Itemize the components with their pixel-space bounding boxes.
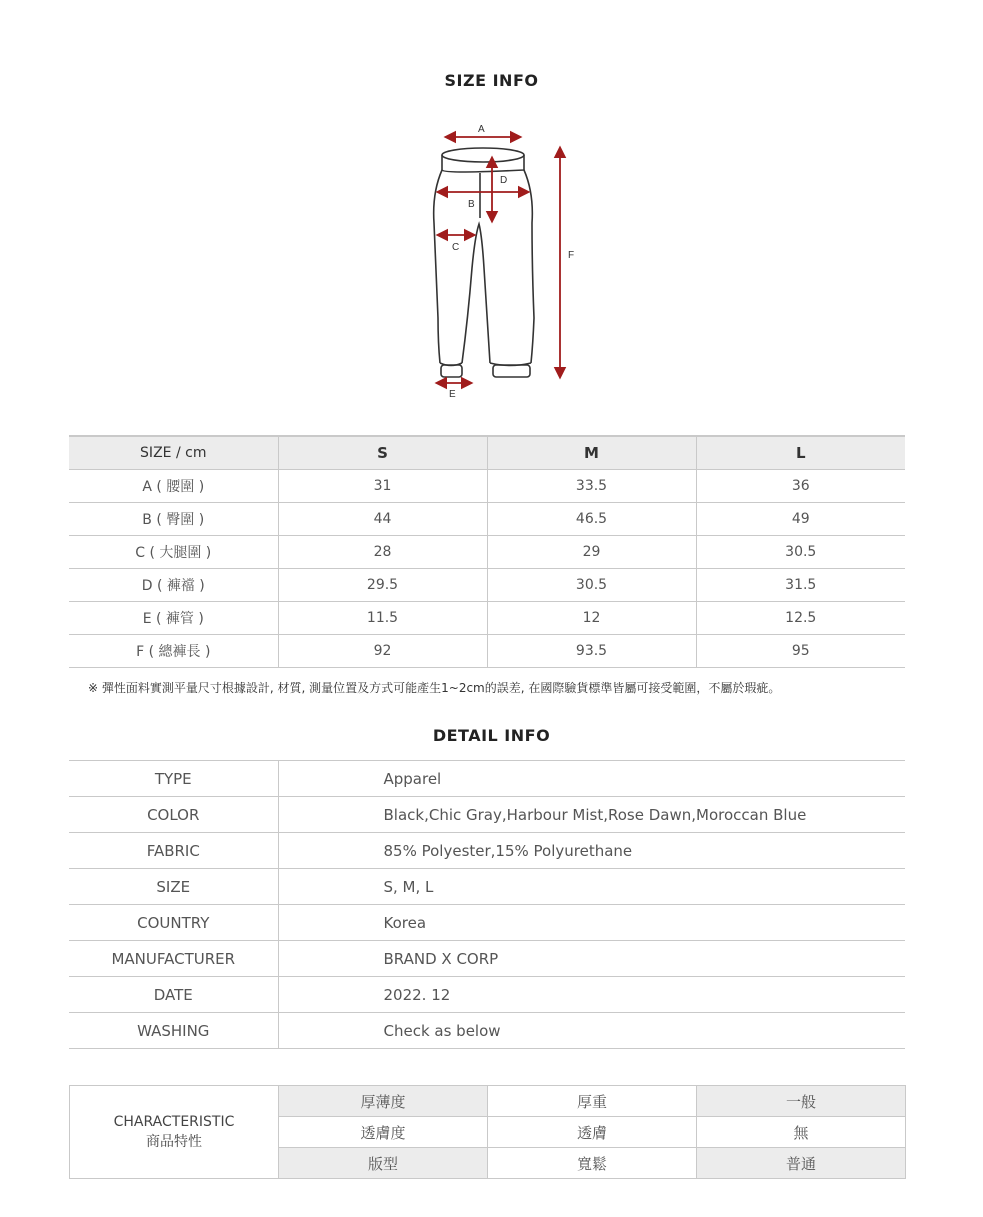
table-row (69, 569, 905, 602)
characteristic-label-zh: 商品特性 (146, 1134, 202, 1150)
table-cell: 12 (487, 602, 696, 635)
detail-value: 85% Polyester,15% Polyurethane (278, 833, 905, 869)
header-cell: S (278, 436, 487, 470)
characteristic-table (69, 1085, 906, 1179)
label-c: C (452, 242, 460, 253)
label-d: D (500, 175, 508, 186)
header-cell: M (487, 436, 696, 470)
table-cell: 無 (697, 1117, 906, 1148)
size-table (69, 435, 905, 668)
table-cell: A ( 腰圍 ) (69, 470, 278, 503)
size-table-header (69, 436, 905, 470)
table-cell: E ( 褲管 ) (69, 602, 278, 635)
detail-value: Apparel (278, 761, 905, 797)
table-row (69, 602, 905, 635)
table-cell: 49 (696, 503, 905, 536)
header-cell: L (696, 436, 905, 470)
table-cell: 12.5 (696, 602, 905, 635)
label-f: F (568, 250, 575, 261)
table-cell: 普通 (697, 1148, 906, 1179)
label-b: B (468, 199, 475, 210)
detail-key: COUNTRY (69, 905, 278, 941)
table-cell: 一般 (697, 1086, 906, 1117)
header-cell: SIZE / cm (69, 436, 278, 470)
table-row (69, 977, 905, 1013)
size-info-title: SIZE INFO (444, 71, 539, 90)
table-row (69, 1013, 905, 1049)
table-cell: 46.5 (487, 503, 696, 536)
table-cell: 33.5 (487, 470, 696, 503)
detail-value: BRAND X CORP (278, 941, 905, 977)
table-cell: 版型 (279, 1148, 488, 1179)
table-row (69, 941, 905, 977)
detail-key: COLOR (69, 797, 278, 833)
detail-value: Black,Chic Gray,Harbour Mist,Rose Dawn,Moroccan Blue (278, 797, 905, 833)
detail-key: DATE (69, 977, 278, 1013)
table-cell: D ( 褲襠 ) (69, 569, 278, 602)
detail-key: MANUFACTURER (69, 941, 278, 977)
table-cell: 44 (278, 503, 487, 536)
table-cell: C ( 大腿圍 ) (69, 536, 278, 569)
table-cell: B ( 臀圍 ) (69, 503, 278, 536)
table-cell: 透膚度 (279, 1117, 488, 1148)
table-cell: 95 (696, 635, 905, 668)
table-cell: 厚重 (488, 1086, 697, 1117)
table-row (69, 536, 905, 569)
table-cell: 92 (278, 635, 487, 668)
detail-value: S, M, L (278, 869, 905, 905)
detail-info-title: DETAIL INFO (432, 726, 551, 745)
detail-key: FABRIC (69, 833, 278, 869)
measurement-note: ※ 彈性面料實測平量尺寸根據設計, 材質, 測量位置及方式可能產生1~2cm的誤差, 在國際驗貨標準皆屬可接受範圍，不屬於瑕疵。 (88, 681, 781, 695)
pants-outline (434, 148, 534, 377)
table-cell: 透膚 (488, 1117, 697, 1148)
table-row (69, 761, 905, 797)
table-row (69, 833, 905, 869)
table-cell: 29.5 (278, 569, 487, 602)
table-cell: 11.5 (278, 602, 487, 635)
detail-value: Check as below (278, 1013, 905, 1049)
table-row (69, 470, 905, 503)
table-row (69, 797, 905, 833)
table-cell: 28 (278, 536, 487, 569)
detail-key: SIZE (69, 869, 278, 905)
table-row (69, 869, 905, 905)
detail-value: 2022. 12 (278, 977, 905, 1013)
detail-value: Korea (278, 905, 905, 941)
characteristic-label-en: CHARACTERISTIC (113, 1114, 235, 1130)
characteristic-label (70, 1086, 279, 1179)
detail-table (69, 760, 905, 1049)
table-row (69, 503, 905, 536)
label-a: A (478, 124, 485, 135)
table-cell: 厚薄度 (279, 1086, 488, 1117)
table-cell: F ( 總褲長 ) (69, 635, 278, 668)
table-cell: 30.5 (487, 569, 696, 602)
table-cell: 31.5 (696, 569, 905, 602)
table-cell: 93.5 (487, 635, 696, 668)
table-cell: 寬鬆 (488, 1148, 697, 1179)
detail-key: TYPE (69, 761, 278, 797)
detail-key: WASHING (69, 1013, 278, 1049)
table-cell: 31 (278, 470, 487, 503)
pants-measurement-diagram (420, 118, 590, 408)
table-cell: 29 (487, 536, 696, 569)
label-e: E (449, 389, 456, 400)
table-cell: 30.5 (696, 536, 905, 569)
table-row (69, 905, 905, 941)
table-row (69, 635, 905, 668)
table-row (70, 1086, 906, 1117)
table-cell: 36 (696, 470, 905, 503)
